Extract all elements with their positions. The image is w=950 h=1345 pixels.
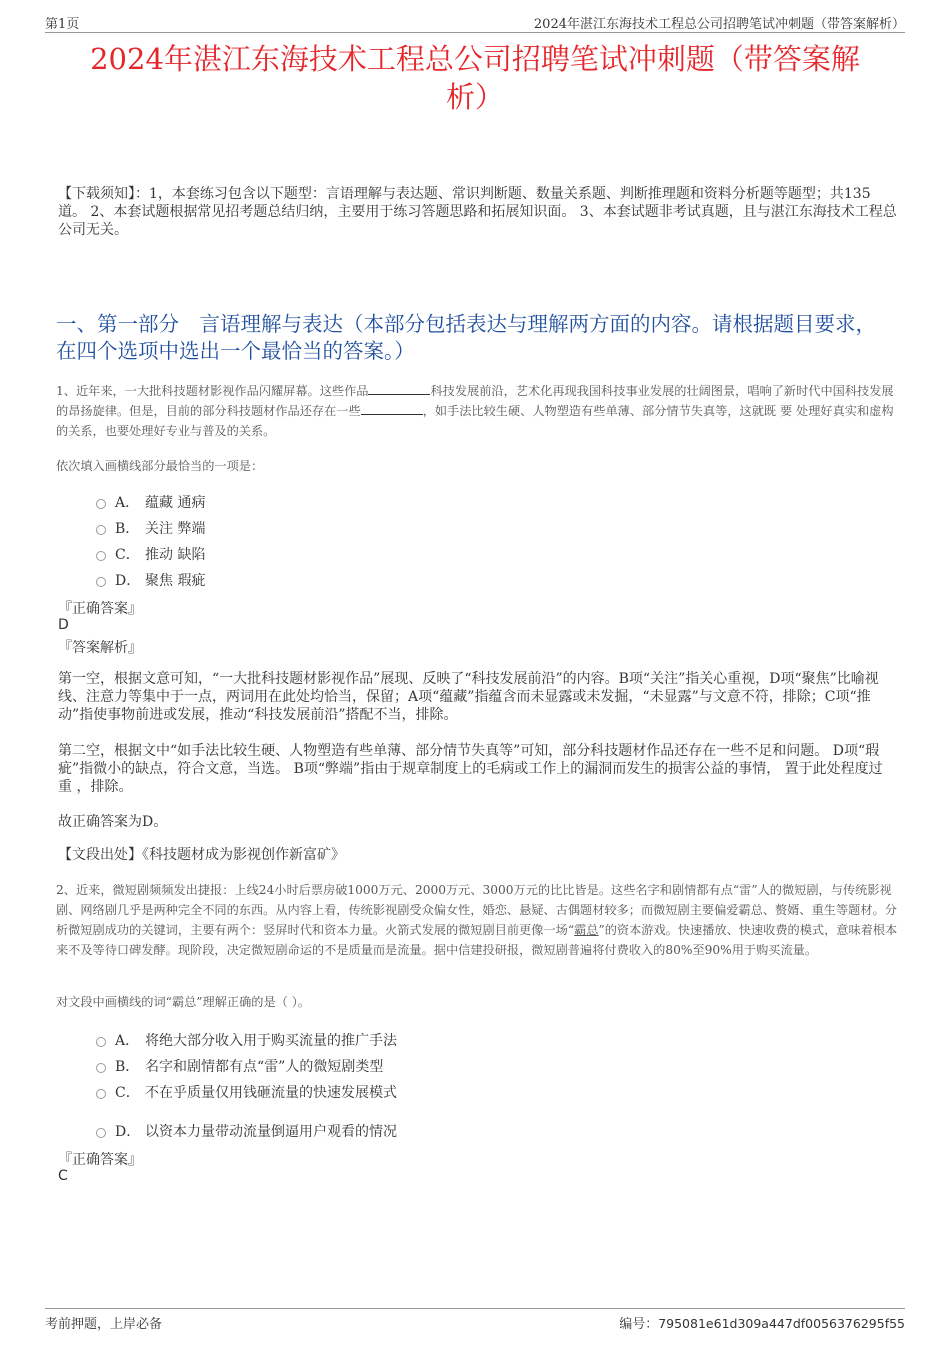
q2-option-b[interactable] <box>96 1056 383 1076</box>
radio-icon[interactable] <box>96 1037 106 1047</box>
radio-icon[interactable] <box>96 1063 106 1073</box>
q1-option-d[interactable] <box>96 570 205 590</box>
option-text: 名字和剧情都有点“雷”人的微短剧类型 <box>145 1059 384 1075</box>
q1-answer-label: 『正确答案』 <box>58 601 142 617</box>
option-key: C． <box>115 547 140 563</box>
page-title <box>58 40 892 116</box>
question-2-stem <box>56 880 898 960</box>
radio-icon[interactable] <box>96 1089 106 1099</box>
option-key: B． <box>115 1059 140 1075</box>
blank-2 <box>361 402 423 415</box>
radio-icon[interactable] <box>96 577 106 587</box>
document-code <box>619 1313 905 1332</box>
underlined-term: 霸总 <box>574 923 599 937</box>
running-title: 2024年湛江东海技术工程总公司招聘笔试冲刺题（带答案解析） <box>533 17 905 32</box>
q2-answer-label: 『正确答案』 <box>58 1152 142 1168</box>
radio-icon[interactable] <box>96 499 106 509</box>
page-number: 第1页 <box>45 17 80 32</box>
option-key: D． <box>115 1124 141 1140</box>
section-heading: 一、第一部分 言语理解与表达（本部分包括表达与理解两方面的内容。请根据题目要求，在四个选项中选出一个最恰当的答案。） <box>56 312 876 363</box>
question-1-ask: 依次填入画横线部分最恰当的一项是： <box>56 459 264 473</box>
q1-option-c[interactable] <box>96 544 205 564</box>
q1-analysis-paragraph-1: 第一空，根据文意可知，“一大批科技题材影视作品”展现、反映了“科技发展前沿”的内容。B项“关注”指关心重视，D项“聚焦”比喻视线、注意力等集中于一点，两词用在此处均恰当，保留；A项“蕴藏”指蕴含而未显露或未发掘，“未显露”与文意不符，排除；C项“推动”指使事物前进或发展，推动“科技发展前沿”搭配不当，排除。 <box>58 671 879 723</box>
q1-analysis-label: 『答案解析』 <box>58 640 142 656</box>
option-key: A． <box>115 1033 140 1049</box>
q1-analysis-conclusion: 故正确答案为D。 <box>58 814 168 830</box>
code-label: 编号： <box>619 1317 659 1332</box>
option-text: 关注 弊端 <box>145 521 206 537</box>
title-line-1: 2024年湛江东海技术工程总公司招聘笔试冲刺题（带答案解 <box>90 42 860 76</box>
question-2-ask: 对文段中画横线的词“霸总”理解正确的是（ ）。 <box>56 995 310 1009</box>
title-line-2: 析） <box>445 80 504 114</box>
q1-answer: D <box>58 617 69 633</box>
q2-stem-part-b: ”的资本游戏。快速播放、快速收费的模式，意味着根本来不及等待口碑发酵。现阶段，决定微短剧命运的不是质量而是流量。据中信建投研报，微短剧普遍将付费收入的80%至90%用于购买流量。 <box>56 923 898 957</box>
footer-slogan: 考前押题，上岸必备 <box>45 1317 163 1332</box>
q1-source: 【文段出处】《科技题材成为影视创作新富矿》 <box>58 847 345 863</box>
q1-option-a[interactable] <box>96 492 205 512</box>
q1-stem-part-b: 科技发展前沿，艺术化再现我国科技事业发展的壮阔图景，唱响了新时代中国科技发展的昂扬旋律。但是，目前的部分科技题材作品还存在一些 <box>56 384 894 418</box>
q1-analysis-paragraph-2: 第二空，根据文中“如手法比较生硬、人物塑造有些单薄、部分情节失真等”可知，部分科技题材作品还存在一些不足和问题。 D项“瑕疵”指微小的缺点，符合文意，当选。 B项“弊端”指由于规章制度上的毛病或工作上的漏洞而发生的损害公益的事情， 置于此处程度过重 ，排除。 <box>58 743 883 795</box>
option-text: 推动 缺陷 <box>145 547 206 563</box>
option-key: B． <box>115 521 140 537</box>
question-1-stem <box>56 381 898 441</box>
option-text: 蕴藏 通病 <box>145 495 206 511</box>
q1-option-b[interactable] <box>96 518 205 538</box>
q2-option-c[interactable] <box>96 1082 397 1102</box>
q1-stem-part-a: 1、近年来，一大批科技题材影视作品闪耀屏幕。这些作品 <box>56 384 369 398</box>
option-key: C． <box>115 1085 140 1101</box>
q2-stem-part-a: 2、近来，微短剧频频发出捷报：上线24小时后票房破1000万元、2000万元、3000万元的比比皆是。这些名字和剧情都有点“雷”人的微短剧，与传统影视剧、网络剧几乎是两种完全不同的东西。从内容上看，传统影视剧受众偏女性，婚恋、悬疑、古偶题材较多；而微短剧主要偏爱霸总、赘婿、重生等题材。分析微短剧成功的关键词，主要有两个：竖屏时代和资本力量。火箭式发展的微短剧目前更像一场“ <box>56 883 897 937</box>
code-value: 795081e61d309a447df0056376295f55 <box>658 1316 905 1331</box>
option-key: A． <box>115 495 140 511</box>
header-divider <box>45 32 905 33</box>
option-text: 将绝大部分收入用于购买流量的推广手法 <box>145 1033 397 1049</box>
q2-answer: C <box>58 1168 68 1184</box>
q1-stem-part-c: ，如手法比较生硬、人物塑造有些单薄、部分情节失真等，这就既 要 处理好真实和虚构的关系，也要处理好专业与普及的关系。 <box>56 404 894 438</box>
option-text: 聚焦 瑕疵 <box>145 573 206 589</box>
blank-1 <box>368 382 430 395</box>
radio-icon[interactable] <box>96 1128 106 1138</box>
option-text: 以资本力量带动流量倒逼用户观看的情况 <box>145 1124 397 1140</box>
download-notice: 【下载须知】：1，本套练习包含以下题型：言语理解与表达题、常识判断题、数量关系题、判断推理题和资料分析题等题型；共135道。 2、本套试题根据常见招考题总结归纳，主要用于练习答题思路和拓展知识面。 3、本套试题非考试真题，且与湛江东海技术工程总公司无关。 <box>58 186 897 238</box>
radio-icon[interactable] <box>96 525 106 535</box>
q2-option-d[interactable] <box>96 1121 397 1141</box>
q2-option-a[interactable] <box>96 1030 397 1050</box>
option-text: 不在乎质量仅用钱砸流量的快速发展模式 <box>145 1085 397 1101</box>
footer-divider <box>45 1308 905 1309</box>
option-key: D． <box>115 573 141 589</box>
radio-icon[interactable] <box>96 551 106 561</box>
